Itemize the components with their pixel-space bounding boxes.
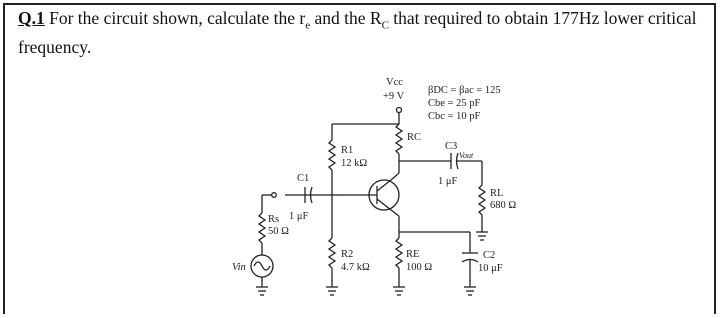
c3-label: C3 [445,141,458,152]
vout-label: Vout [459,151,474,160]
rl-value: 680 Ω [490,200,517,211]
cbe-label: Cbe = 25 pF [428,98,481,109]
rs-label: Rs [268,214,280,225]
rc-label: RC [407,132,422,143]
r1-label: R1 [341,145,354,156]
r2-label: R2 [341,249,354,260]
re-resistor [396,238,402,268]
question-text: Q.1 For the circuit shown, calculate the $r_e$ and the $R_C$ that required to obtain 177Hz lower critical frequency. [18,8,697,57]
r1-value: 12 kΩ [341,158,368,169]
c2-label: C2 [483,250,496,261]
vin-label: Vin [232,262,246,273]
re-label: RE [406,249,420,260]
r1-resistor [329,140,335,170]
vcc-value: +9 V [383,91,405,102]
c1-value: 1 μF [289,211,309,222]
c3-value: 1 μF [438,176,458,187]
rs-value: 50 Ω [268,226,289,237]
question-number: Q.1 [18,8,45,28]
rl-label: RL [490,188,504,199]
rl-resistor [479,185,485,215]
re-value: 100 Ω [406,262,433,273]
rc-resistor [396,124,402,154]
cbc-label: Cbc = 10 pF [428,111,481,122]
vcc-label: Vcc [386,77,403,88]
beta-label: βDC = βac = 125 [428,85,501,96]
r2-resistor [329,238,335,268]
rs-resistor [259,213,265,243]
c1-label: C1 [297,173,310,184]
c2-value: 10 μF [478,263,503,274]
r2-value: 4.7 kΩ [341,262,370,273]
